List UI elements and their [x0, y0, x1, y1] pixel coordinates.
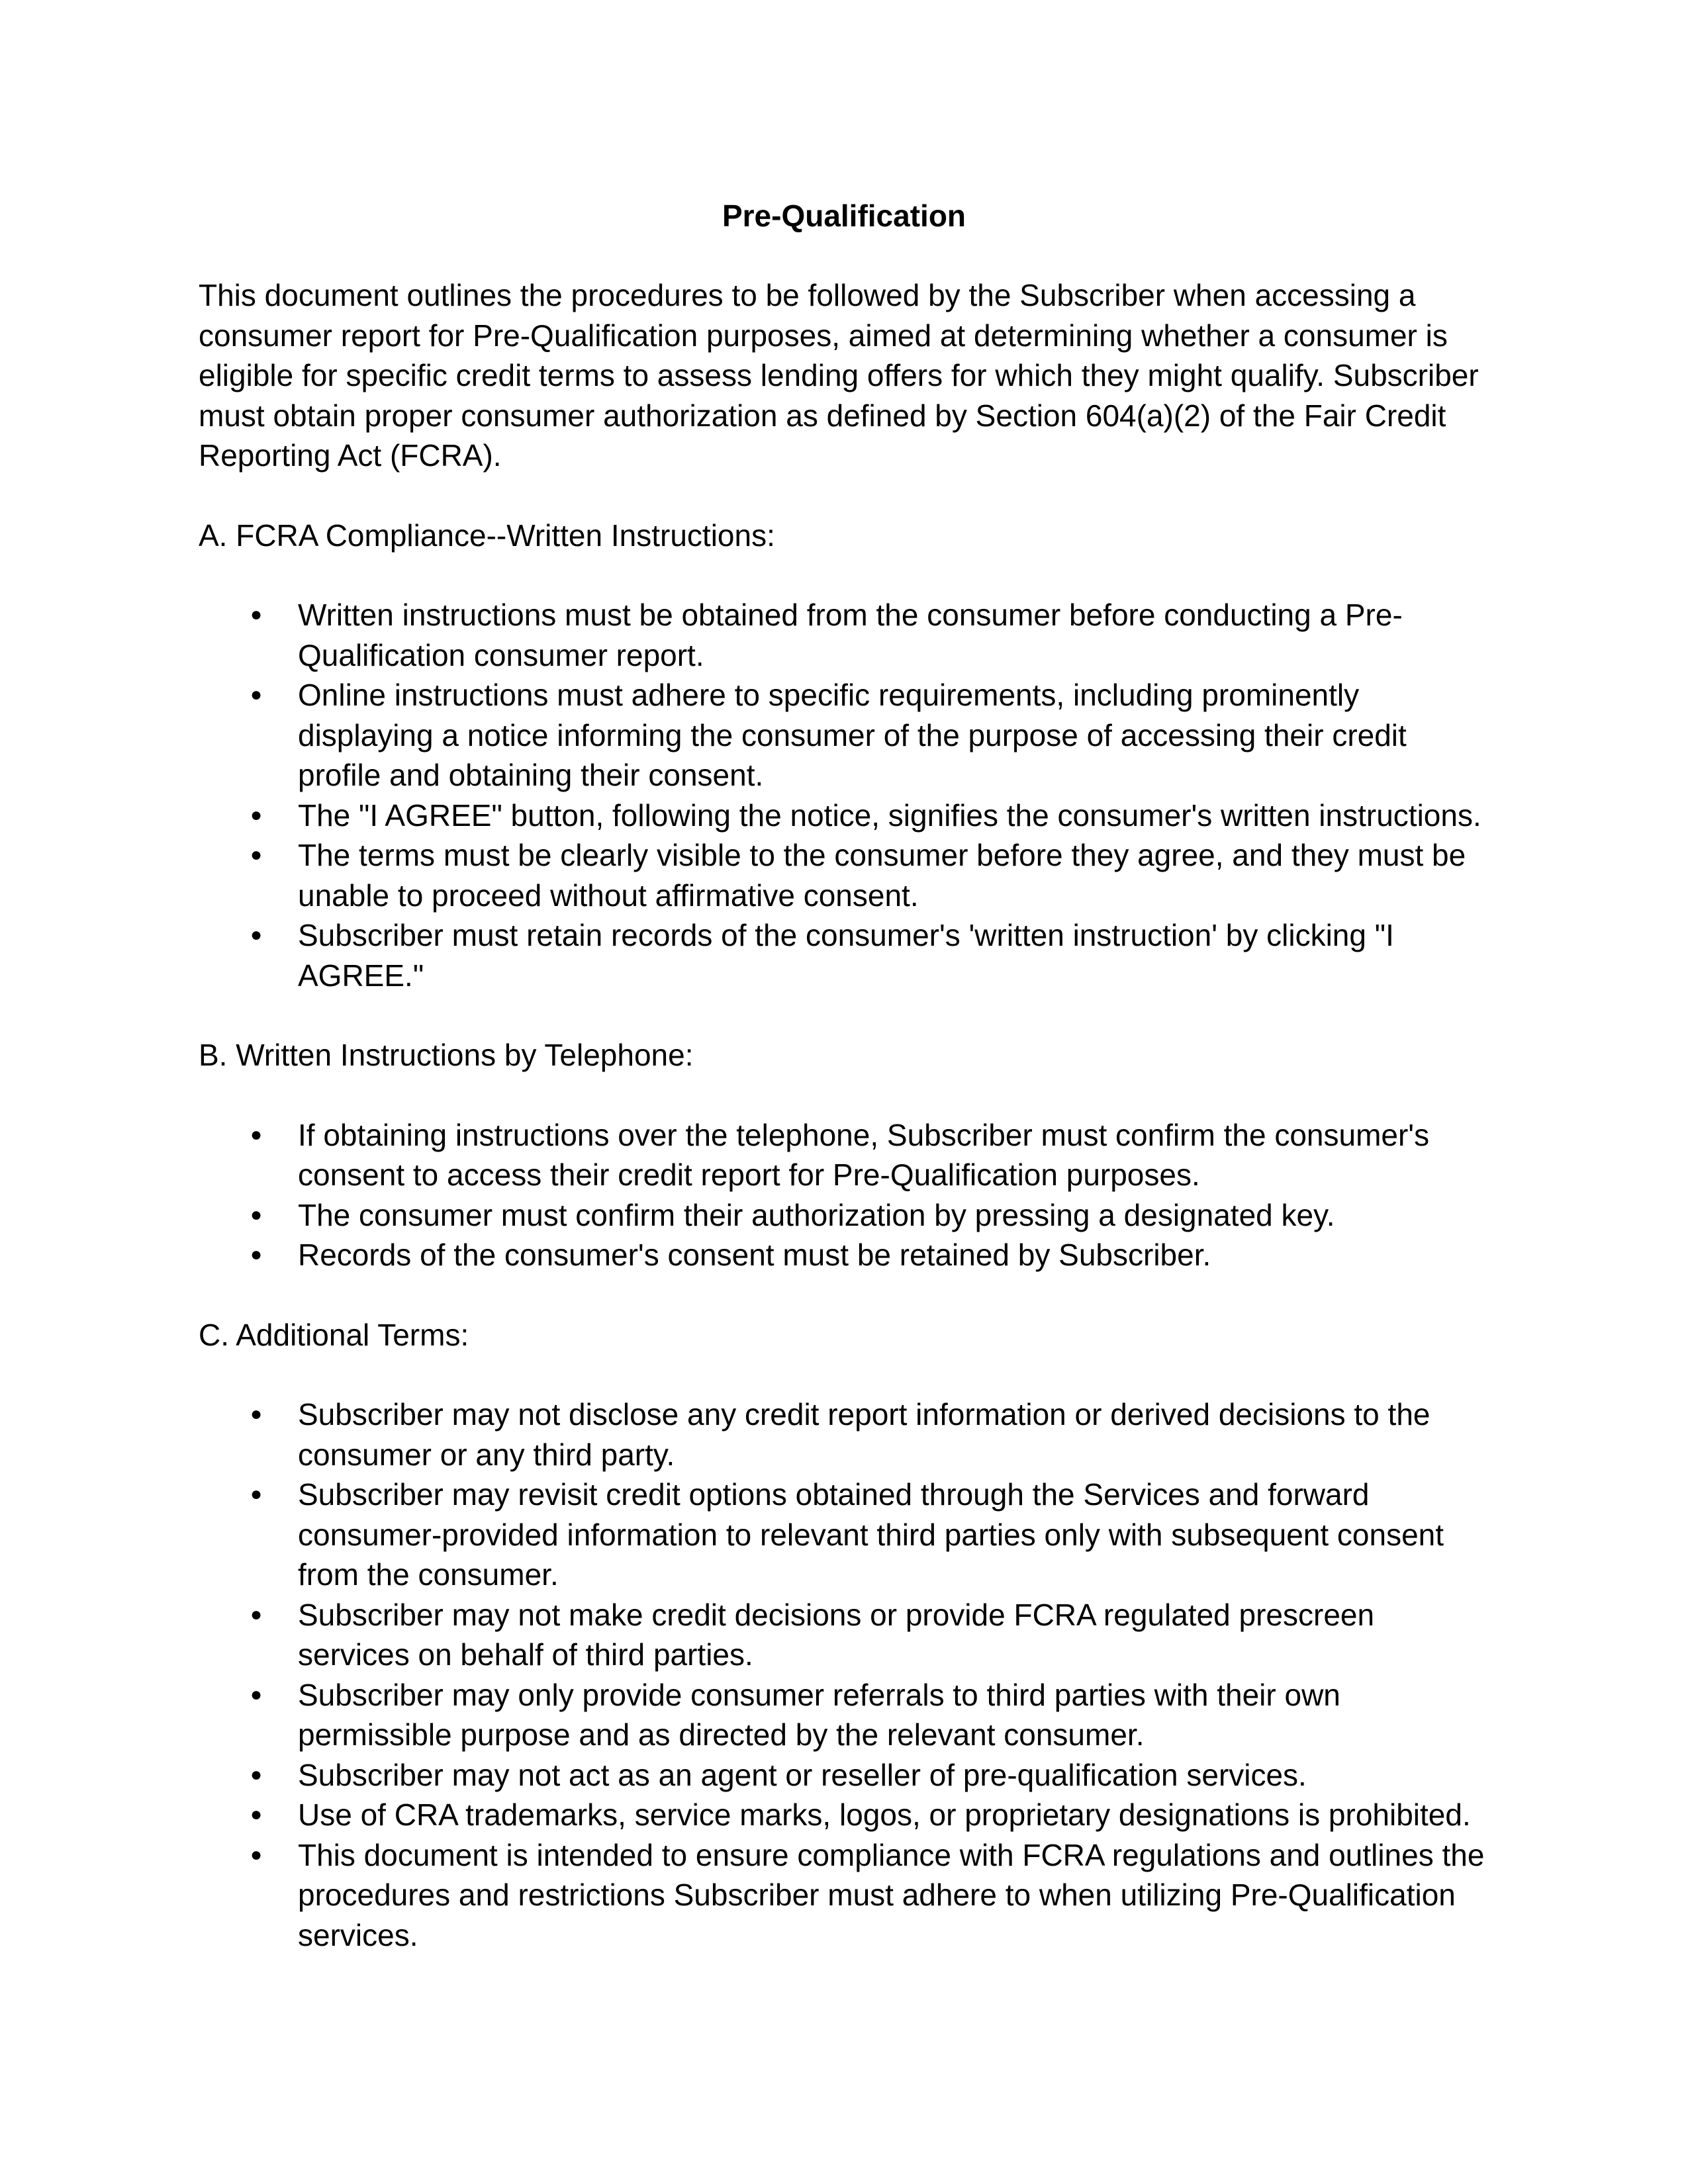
list-item-text: The consumer must confirm their authorization by pressing a designated key.: [298, 1197, 1335, 1232]
list-item-text: Subscriber may revisit credit options obtained through the Services and forward consumer-provided information to relevant third parties only with subsequent consent from the consumer.: [298, 1477, 1444, 1592]
list-item: [199, 1235, 1489, 1275]
list-item-text: Subscriber may not act as an agent or reseller of pre-qualification services.: [298, 1757, 1307, 1792]
list-item: [199, 1115, 1489, 1195]
list-item: [199, 1675, 1489, 1755]
list-item-text: Online instructions must adhere to specific requirements, including prominently displaying a notice informing the consumer of the purpose of accessing their credit profile and obtaining their consent.: [298, 678, 1407, 792]
bullet-icon: ●: [250, 1203, 263, 1226]
list-item: [199, 1195, 1489, 1236]
bullet-icon: ●: [250, 1803, 263, 1825]
list-item: [199, 675, 1489, 796]
bullet-icon: ●: [250, 1603, 263, 1625]
section-a: [199, 516, 1489, 996]
bullet-icon: ●: [250, 1123, 263, 1146]
bullet-icon: ●: [250, 1403, 263, 1425]
list-item: [199, 1835, 1489, 1956]
bullet-icon: ●: [250, 1843, 263, 1866]
bullet-icon: ●: [250, 844, 263, 866]
section-heading: B. Written Instructions by Telephone:: [199, 1038, 694, 1072]
list-item-text: Subscriber may not make credit decisions or provide FCRA regulated prescreen services on behalf of third parties.: [298, 1597, 1375, 1672]
section-b: [199, 1035, 1489, 1275]
list-item: [199, 796, 1489, 836]
bullet-icon: ●: [250, 803, 263, 826]
list-item-text: The "I AGREE" button, following the notice, signifies the consumer's written instructions.: [298, 797, 1481, 833]
list-item-text: If obtaining instructions over the telephone, Subscriber must confirm the consumer's consent to access their credit report for Pre-Qualification purposes.: [298, 1117, 1430, 1192]
list-item: [199, 1755, 1489, 1796]
bullet-icon: ●: [250, 684, 263, 705]
list-item-text: Written instructions must be obtained from the consumer before conducting a Pre-Qualification consumer report.: [298, 598, 1403, 672]
intro-paragraph: This document outlines the procedures to be followed by the Subscriber when accessing a consumer report for Pre-Qualification purposes, aimed at determining whether a consumer is eligible for specific credit terms to assess lending offers for which they might qualify. Subscriber must obtain proper consumer authorization as defined by Section 604(a)(2) of the Fair Credit Reporting Act (FCRA).: [199, 278, 1479, 473]
bullet-list: [199, 595, 1489, 995]
list-item-text: Subscriber must retain records of the consumer's 'written instruction' by clicking "I AGREE.": [298, 918, 1394, 993]
document-title: Pre-Qualification: [722, 199, 966, 233]
bullet-icon: ●: [250, 1683, 263, 1706]
list-item: [199, 595, 1489, 675]
bullet-icon: ●: [250, 924, 263, 946]
list-item: [199, 1595, 1489, 1675]
bullet-list: [199, 1394, 1489, 1955]
list-item-text: Subscriber may not disclose any credit report information or derived decisions to the consumer or any third party.: [298, 1397, 1430, 1472]
bullet-list: [199, 1115, 1489, 1275]
section-heading: A. FCRA Compliance--Written Instructions:: [199, 518, 775, 553]
list-item-text: The terms must be clearly visible to the consumer before they agree, and they must be unable to proceed without affirmative consent.: [298, 838, 1466, 913]
section-c: [199, 1315, 1489, 1956]
section-heading: C. Additional Terms:: [199, 1317, 469, 1352]
bullet-icon: ●: [250, 604, 263, 625]
list-item: [199, 1475, 1489, 1595]
list-item-text: Use of CRA trademarks, service marks, logos, or proprietary designations is prohibited.: [298, 1797, 1471, 1832]
list-item-text: Records of the consumer's consent must be retained by Subscriber.: [298, 1238, 1211, 1272]
list-item-text: Subscriber may only provide consumer referrals to third parties with their own permissible purpose and as directed by the relevant consumer.: [298, 1677, 1340, 1752]
bullet-icon: ●: [250, 1244, 263, 1265]
list-item: [199, 1795, 1489, 1835]
list-item-text: This document is intended to ensure compliance with FCRA regulations and outlines the procedures and restrictions Subscriber must adhere to when utilizing Pre-Qualification services.: [298, 1837, 1485, 1952]
list-item: [199, 835, 1489, 915]
list-item: [199, 915, 1489, 995]
bullet-icon: ●: [250, 1763, 263, 1786]
list-item: [199, 1394, 1489, 1475]
bullet-icon: ●: [250, 1483, 263, 1505]
document-page: [199, 196, 1489, 1995]
